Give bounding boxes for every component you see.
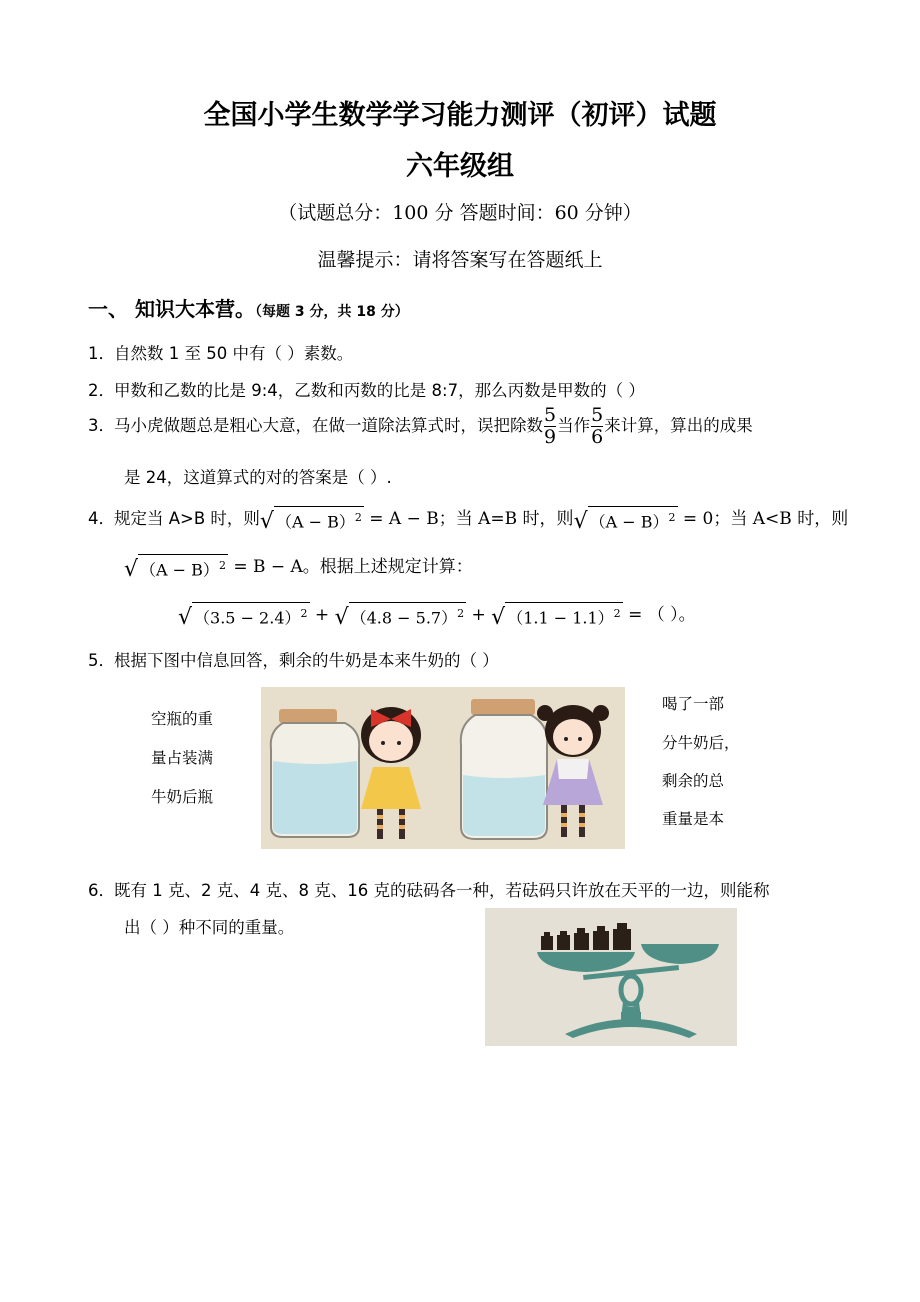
question-3-line2: 是 24，这道算式的对的答案是（ ）. (124, 468, 392, 487)
question-5-text: 根据下图中信息回答，剩余的牛奶是本来牛奶的（ ） (114, 651, 499, 670)
right-caption-1: 喝了一部 (662, 695, 725, 713)
exam-info: （试题总分：100 分 答题时间：60 分钟） (278, 202, 642, 224)
milk-bottles-illustration (261, 687, 625, 849)
fraction-5-9: $\frac{5}{9}$ (544, 404, 557, 448)
question-6-text: 既有 1 克、2 克、4 克、8 克、16 克的砝码各一种，若砝码只许放在天平的一边，则能称 (114, 881, 770, 900)
page-title: 全国小学生数学学习能力测评（初评）试题 (203, 100, 717, 131)
sqrt-expression: √ $(A - B)^2$ (260, 506, 364, 532)
section-heading (88, 293, 409, 322)
section-label: 一、 知识大本营。 (88, 297, 255, 321)
milk-bottles-picture (261, 687, 625, 849)
balance-scale-illustration (485, 908, 737, 1046)
question-2: 2．甲数和乙数的比是 9:4，乙数和丙数的比是 8:7，那么丙数是甲数的（ ） (88, 381, 645, 400)
full-bottle-icon (271, 709, 359, 837)
left-caption-2: 量占装满 (151, 749, 214, 767)
question-6: 6．既有 1 克、2 克、4 克、8 克、16 克的砝码各一种，若砝码只许放在天平的一边，则能称 (88, 881, 770, 900)
right-caption-3: 剩余的总 (662, 772, 725, 790)
sqrt-term-3: √ $(1.1 - 1.1)^2$ (491, 602, 623, 628)
balance-scale-picture (485, 908, 737, 1046)
fraction-5-6: $\frac{5}{6}$ (591, 404, 604, 448)
tip-text: 温馨提示：请将答案写在答题纸上 (317, 249, 603, 271)
sqrt-expression: √ $(A - B)^2$ (574, 506, 678, 532)
question-3: 3．马小虎做题总是粗心大意，在做一道除法算式时，误把除数 $\frac{5}{9}$ 当作 $\frac{5}{6}$ 来计算，算出的成果 (88, 404, 753, 448)
grade-subtitle: 六年级组 (406, 151, 514, 182)
question-2-text: 甲数和乙数的比是 9:4，乙数和丙数的比是 8:7，那么丙数是甲数的（ ） (114, 381, 645, 400)
question-1-text: 自然数 1 至 50 中有（ ）素数。 (114, 344, 354, 363)
right-caption-2: 分牛奶后， (662, 734, 740, 752)
question-4-line2: √ $(A - B)^2$ = B − A。根据上述规定计算： (124, 552, 473, 581)
right-caption-4: 重量是本 (662, 810, 725, 828)
sqrt-expression: √ $(A - B)^2$ (124, 554, 228, 580)
question-4: 4．规定当 A>B 时，则 √ $(A - B)^2$ = A − B；当 A=B 时，则 √ $(A - B)^2$ = 0；当 A<B 时，则 (88, 504, 848, 533)
partial-bottle-icon (461, 699, 547, 839)
question-6-line2: 出（ ）种不同的重量。 (124, 918, 295, 937)
left-caption-1: 空瓶的重 (151, 710, 214, 728)
sqrt-term-1: √ $(3.5 - 2.4)^2$ (178, 602, 310, 628)
question-5: 5．根据下图中信息回答，剩余的牛奶是本来牛奶的（ ） (88, 651, 499, 670)
section-note: （每题 3 分，共 18 分） (254, 304, 409, 320)
question-1: 1．自然数 1 至 50 中有（ ）素数。 (88, 344, 354, 363)
sqrt-term-2: √ $(4.8 - 5.7)^2$ (335, 602, 467, 628)
question-4-calculation: √ $(3.5 - 2.4)^2$ + √ $(4.8 - 5.7)^2$ + √ $(1.1 - 1.1)^2$ = （ ）。 (178, 600, 696, 629)
left-caption-3: 牛奶后瓶 (151, 788, 214, 806)
